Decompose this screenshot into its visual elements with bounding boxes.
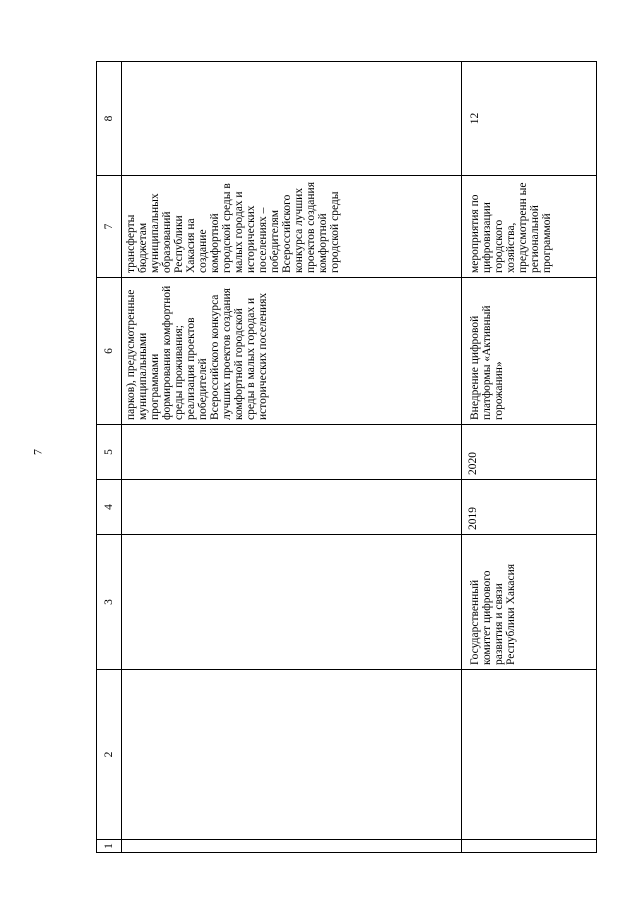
- end-year-cell: 2020: [462, 425, 597, 480]
- table-cell: [122, 535, 462, 670]
- table-cell: [122, 480, 462, 535]
- table-header-row: [97, 62, 122, 853]
- column-header: 1: [97, 840, 122, 853]
- table-row: [462, 62, 597, 853]
- column-header: 4: [97, 480, 122, 535]
- column-header: 5: [97, 425, 122, 480]
- column-header: 2: [97, 670, 122, 840]
- column-header: 6: [97, 278, 122, 425]
- table-row: [122, 62, 462, 853]
- start-year-cell: 2019: [462, 480, 597, 535]
- table-cell: [122, 840, 462, 853]
- funding-description-cell: трансферты бюджетам муниципальных образований Республики Хакасия на создание комфортной городской среды в малых городах и исторических поселениях – победителям Всероссийского конкурса лучших проектов создания комфортной городской среды: [122, 176, 462, 278]
- column-header: 8: [97, 62, 122, 176]
- column-header: 7: [97, 176, 122, 278]
- responsible-agency-cell: Государственный комитет цифрового развития и связи Республики Хакасия: [462, 535, 597, 670]
- program-table: [96, 61, 597, 853]
- event-description-cell: парков), предусмотренные муниципальными программами формирования комфортной среды проживания; реализация проектов победителей Всероссийского конкурса лучших проектов создания комфортной городской среды в малых городах и исторических поселениях: [122, 278, 462, 425]
- table-cell: [122, 670, 462, 840]
- rotated-table-container: [96, 62, 596, 853]
- indicator-cell: 12: [462, 62, 597, 176]
- table-cell: [462, 670, 597, 840]
- page-number: 7: [30, 449, 45, 455]
- column-header: 3: [97, 535, 122, 670]
- table-cell: [122, 425, 462, 480]
- table-cell: [122, 62, 462, 176]
- event-description-cell: Внедрение цифровой платформы «Активный горожанин»: [462, 278, 597, 425]
- table-cell: [462, 840, 597, 853]
- funding-description-cell: мероприятия по цифровизации городского хозяйства, предусмотренн ые региональной программой: [462, 176, 597, 278]
